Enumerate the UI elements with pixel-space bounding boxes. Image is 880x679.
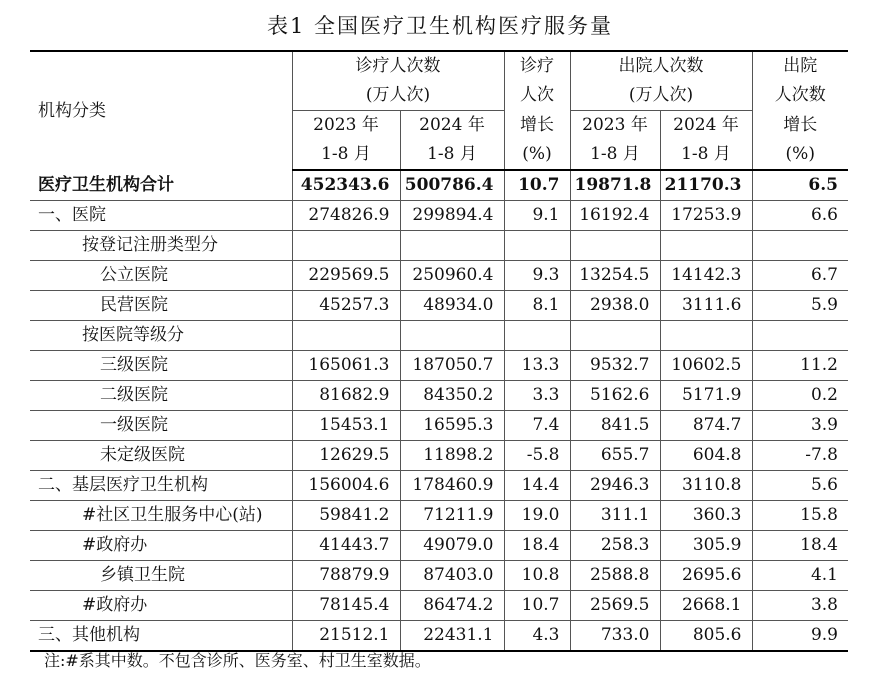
cell-v2024: 22431.1: [400, 621, 504, 652]
table-row: [30, 501, 848, 531]
cell-v2023: 78879.9: [292, 561, 400, 591]
cell-vg: [504, 321, 570, 351]
row-label: 二级医院: [100, 385, 168, 405]
cell-d2024: 604.8: [660, 441, 752, 471]
cell-dg: [752, 231, 848, 261]
header-discharge-growth-l2: 人次数: [752, 81, 848, 111]
cell-d2024: 10602.5: [660, 351, 752, 381]
cell-d2024: 2695.6: [660, 561, 752, 591]
table-row: [30, 231, 848, 261]
cell-v2023: 15453.1: [292, 411, 400, 441]
cell-d2023: 5162.6: [570, 381, 660, 411]
cell-vg: 10.8: [504, 561, 570, 591]
cell-dg: 0.2: [752, 381, 848, 411]
cell-vg: 3.3: [504, 381, 570, 411]
cell-v2023: 78145.4: [292, 591, 400, 621]
cell-v2024: [400, 231, 504, 261]
cell-d2024: 14142.3: [660, 261, 752, 291]
row-label: #政府办: [82, 595, 148, 615]
cell-v2024: 71211.9: [400, 501, 504, 531]
cell-vg: 7.4: [504, 411, 570, 441]
table-row: [30, 531, 848, 561]
cell-v2024: 250960.4: [400, 261, 504, 291]
cell-v2023: 41443.7: [292, 531, 400, 561]
table-row: [30, 621, 848, 652]
row-label: 三级医院: [100, 355, 168, 375]
table-row: [30, 291, 848, 321]
header-visits-unit: (万人次): [292, 81, 504, 111]
table-row: [30, 351, 848, 381]
cell-d2023: 733.0: [570, 621, 660, 652]
cell-vg: -5.8: [504, 441, 570, 471]
cell-v2023: 165061.3: [292, 351, 400, 381]
cell-dg: 18.4: [752, 531, 848, 561]
cell-v2024: 49079.0: [400, 531, 504, 561]
row-label: 医疗卫生机构合计: [38, 174, 174, 195]
table-row: [30, 201, 848, 231]
table-row: [30, 591, 848, 621]
row-label: 未定级医院: [100, 445, 185, 465]
cell-dg: 11.2: [752, 351, 848, 381]
cell-d2023: [570, 231, 660, 261]
header-visits-2023-period: 1-8 月: [292, 140, 400, 170]
cell-v2024: [400, 321, 504, 351]
row-label: #政府办: [82, 535, 148, 555]
cell-v2023: 156004.6: [292, 471, 400, 501]
header-visits-2024-year: 2024 年: [400, 111, 504, 141]
cell-d2023: 2938.0: [570, 291, 660, 321]
cell-vg: 10.7: [504, 591, 570, 621]
cell-v2024: 48934.0: [400, 291, 504, 321]
row-label: 按医院等级分: [82, 325, 184, 345]
cell-vg: 18.4: [504, 531, 570, 561]
cell-dg: -7.8: [752, 441, 848, 471]
cell-vg: 9.3: [504, 261, 570, 291]
cell-dg: 9.9: [752, 621, 848, 652]
header-visits-growth-l1: 诊疗: [504, 51, 570, 81]
cell-v2023: 59841.2: [292, 501, 400, 531]
cell-v2024: 500786.4: [400, 170, 504, 201]
row-label: 公立医院: [100, 265, 168, 285]
cell-d2024: 874.7: [660, 411, 752, 441]
cell-d2024: 3110.8: [660, 471, 752, 501]
cell-vg: 9.1: [504, 201, 570, 231]
cell-d2023: 311.1: [570, 501, 660, 531]
table-row: [30, 471, 848, 501]
cell-dg: 6.6: [752, 201, 848, 231]
cell-vg: 14.4: [504, 471, 570, 501]
cell-d2023: 2946.3: [570, 471, 660, 501]
cell-d2023: 2569.5: [570, 591, 660, 621]
table-row: [30, 170, 848, 201]
service-volume-table: [30, 50, 848, 652]
row-label: 一、医院: [38, 205, 106, 225]
cell-vg: [504, 231, 570, 261]
cell-d2024: [660, 231, 752, 261]
header-visits-growth-l4: (%): [504, 140, 570, 170]
cell-d2024: 17253.9: [660, 201, 752, 231]
cell-d2023: [570, 321, 660, 351]
header-discharge-group: 出院人次数: [570, 51, 752, 81]
cell-v2024: 84350.2: [400, 381, 504, 411]
cell-vg: 13.3: [504, 351, 570, 381]
cell-d2023: 9532.7: [570, 351, 660, 381]
cell-v2023: 21512.1: [292, 621, 400, 652]
header-discharge-2023-period: 1-8 月: [570, 140, 660, 170]
cell-dg: 6.7: [752, 261, 848, 291]
cell-dg: 4.1: [752, 561, 848, 591]
header-discharge-2024-year: 2024 年: [660, 111, 752, 141]
header-visits-2024-period: 1-8 月: [400, 140, 504, 170]
cell-v2024: 86474.2: [400, 591, 504, 621]
table-row: [30, 441, 848, 471]
cell-v2023: 12629.5: [292, 441, 400, 471]
table-row: [30, 321, 848, 351]
footnote: 注:#系其中数。不包含诊所、医务室、村卫生室数据。: [44, 651, 431, 670]
table-title: 表1 全国医疗卫生机构医疗服务量: [266, 14, 614, 38]
cell-d2024: 360.3: [660, 501, 752, 531]
cell-dg: [752, 321, 848, 351]
cell-v2023: [292, 231, 400, 261]
cell-v2024: 299894.4: [400, 201, 504, 231]
cell-v2024: 178460.9: [400, 471, 504, 501]
cell-d2023: 2588.8: [570, 561, 660, 591]
header-visits-growth-l2: 人次: [504, 81, 570, 111]
cell-d2023: 841.5: [570, 411, 660, 441]
cell-v2024: 16595.3: [400, 411, 504, 441]
row-label: 按登记注册类型分: [82, 235, 218, 255]
cell-v2023: 81682.9: [292, 381, 400, 411]
row-label: #社区卫生服务中心(站): [82, 505, 263, 525]
header-discharge-growth-l3: 增长: [752, 111, 848, 141]
header-discharge-growth-l4: (%): [752, 140, 848, 170]
cell-v2023: 229569.5: [292, 261, 400, 291]
cell-vg: 8.1: [504, 291, 570, 321]
cell-v2024: 11898.2: [400, 441, 504, 471]
cell-d2024: 805.6: [660, 621, 752, 652]
cell-v2023: 45257.3: [292, 291, 400, 321]
cell-d2024: [660, 321, 752, 351]
cell-vg: 19.0: [504, 501, 570, 531]
cell-v2024: 87403.0: [400, 561, 504, 591]
row-label: 乡镇卫生院: [100, 565, 185, 585]
table-body: [30, 170, 848, 651]
table-row: [30, 561, 848, 591]
cell-d2023: 13254.5: [570, 261, 660, 291]
cell-dg: 5.6: [752, 471, 848, 501]
cell-vg: 4.3: [504, 621, 570, 652]
row-label: 一级医院: [100, 415, 168, 435]
row-label: 民营医院: [100, 295, 168, 315]
cell-dg: 6.5: [752, 170, 848, 201]
cell-dg: 5.9: [752, 291, 848, 321]
cell-d2024: 21170.3: [660, 170, 752, 201]
header-discharge-2024-period: 1-8 月: [660, 140, 752, 170]
header-category: 机构分类: [38, 100, 106, 121]
cell-dg: 3.8: [752, 591, 848, 621]
cell-dg: 3.9: [752, 411, 848, 441]
table-row: [30, 381, 848, 411]
header-visits-growth-l3: 增长: [504, 111, 570, 141]
cell-d2024: 2668.1: [660, 591, 752, 621]
cell-dg: 15.8: [752, 501, 848, 531]
cell-d2024: 5171.9: [660, 381, 752, 411]
cell-d2024: 3111.6: [660, 291, 752, 321]
cell-v2023: 452343.6: [292, 170, 400, 201]
cell-vg: 10.7: [504, 170, 570, 201]
cell-d2024: 305.9: [660, 531, 752, 561]
cell-v2023: [292, 321, 400, 351]
cell-d2023: 258.3: [570, 531, 660, 561]
table-row: [30, 261, 848, 291]
header-discharge-growth-l1: 出院: [752, 51, 848, 81]
header-discharge-2023-year: 2023 年: [570, 111, 660, 141]
cell-d2023: 16192.4: [570, 201, 660, 231]
cell-v2024: 187050.7: [400, 351, 504, 381]
header-visits-2023-year: 2023 年: [292, 111, 400, 141]
table-row: [30, 411, 848, 441]
row-label: 二、基层医疗卫生机构: [38, 475, 208, 495]
cell-d2023: 655.7: [570, 441, 660, 471]
row-label: 三、其他机构: [38, 625, 140, 645]
header-discharge-unit: (万人次): [570, 81, 752, 111]
cell-d2023: 19871.8: [570, 170, 660, 201]
cell-v2023: 274826.9: [292, 201, 400, 231]
header-visits-group: 诊疗人次数: [292, 51, 504, 81]
